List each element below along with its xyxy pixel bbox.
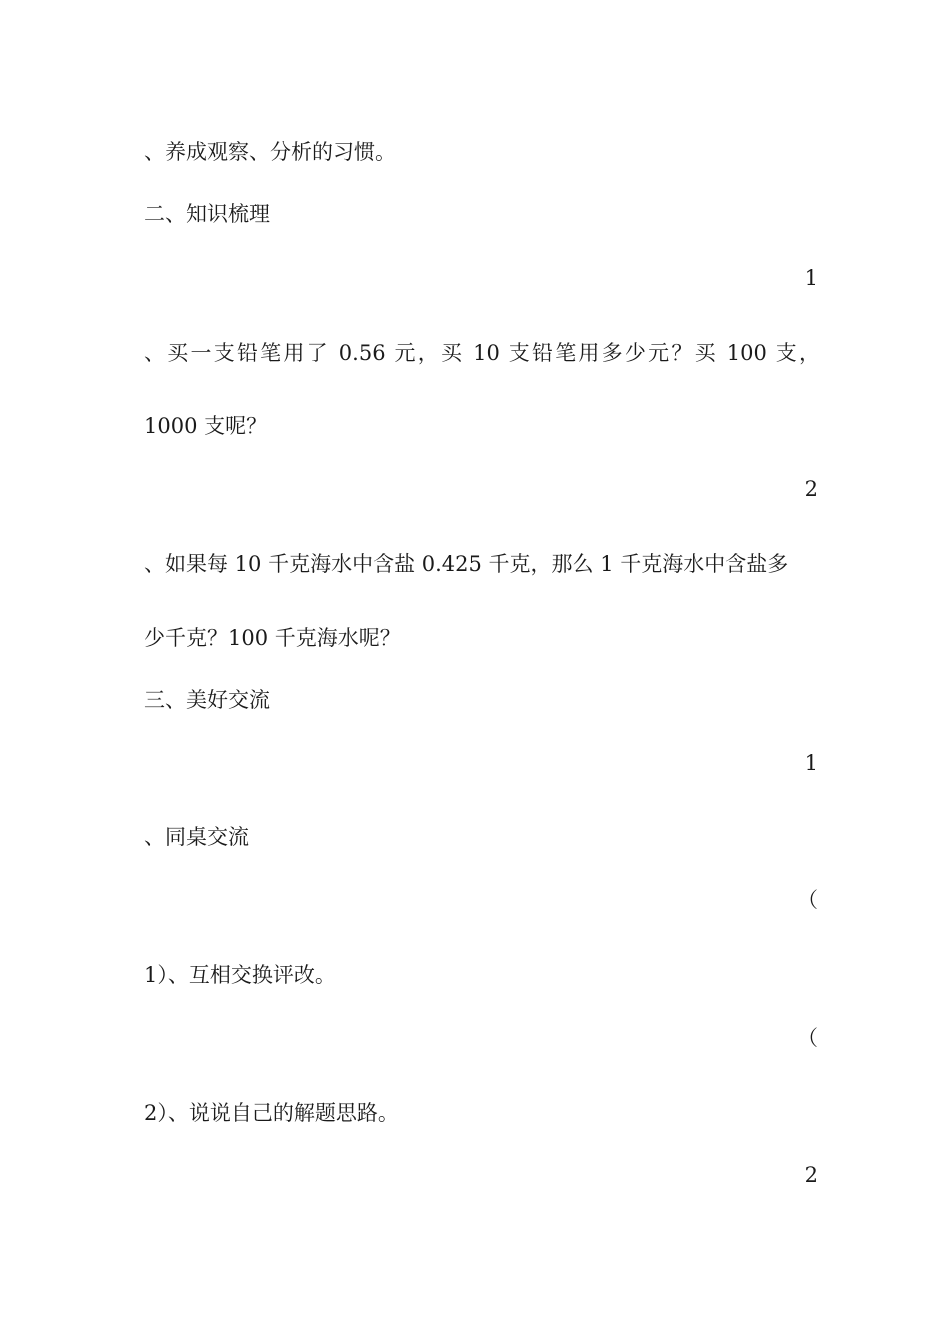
question-number-2: 2 — [804, 477, 818, 501]
section-heading-knowledge: 二、知识梳理 — [144, 202, 270, 226]
paren-marker-1: （ — [797, 888, 818, 912]
question-1-text-cont: 1000 支呢？ — [144, 414, 268, 438]
paren-marker-2: （ — [797, 1026, 818, 1050]
section-heading-exchange: 三、美好交流 — [144, 688, 270, 712]
subsection-number-1: 1 — [804, 751, 818, 775]
item-1-text: 1）、互相交换评改。 — [144, 963, 336, 987]
subsection-1-title: 、同桌交流 — [144, 825, 249, 849]
question-2-text: 、如果每 10 千克海水中含盐 0.425 千克，那么 1 千克海水中含盐多 — [144, 552, 789, 576]
item-2-text: 2）、说说自己的解题思路。 — [144, 1101, 399, 1125]
question-2-text-cont: 少千克？100 千克海水呢？ — [144, 626, 401, 650]
question-1-text: 、买一支铅笔用了 0.56 元，买 10 支铅笔用多少元？买 100 支， — [144, 341, 820, 365]
subsection-number-2: 2 — [804, 1163, 818, 1187]
goal-item-text: 、养成观察、分析的习惯。 — [144, 140, 396, 164]
question-number-1: 1 — [804, 266, 818, 290]
